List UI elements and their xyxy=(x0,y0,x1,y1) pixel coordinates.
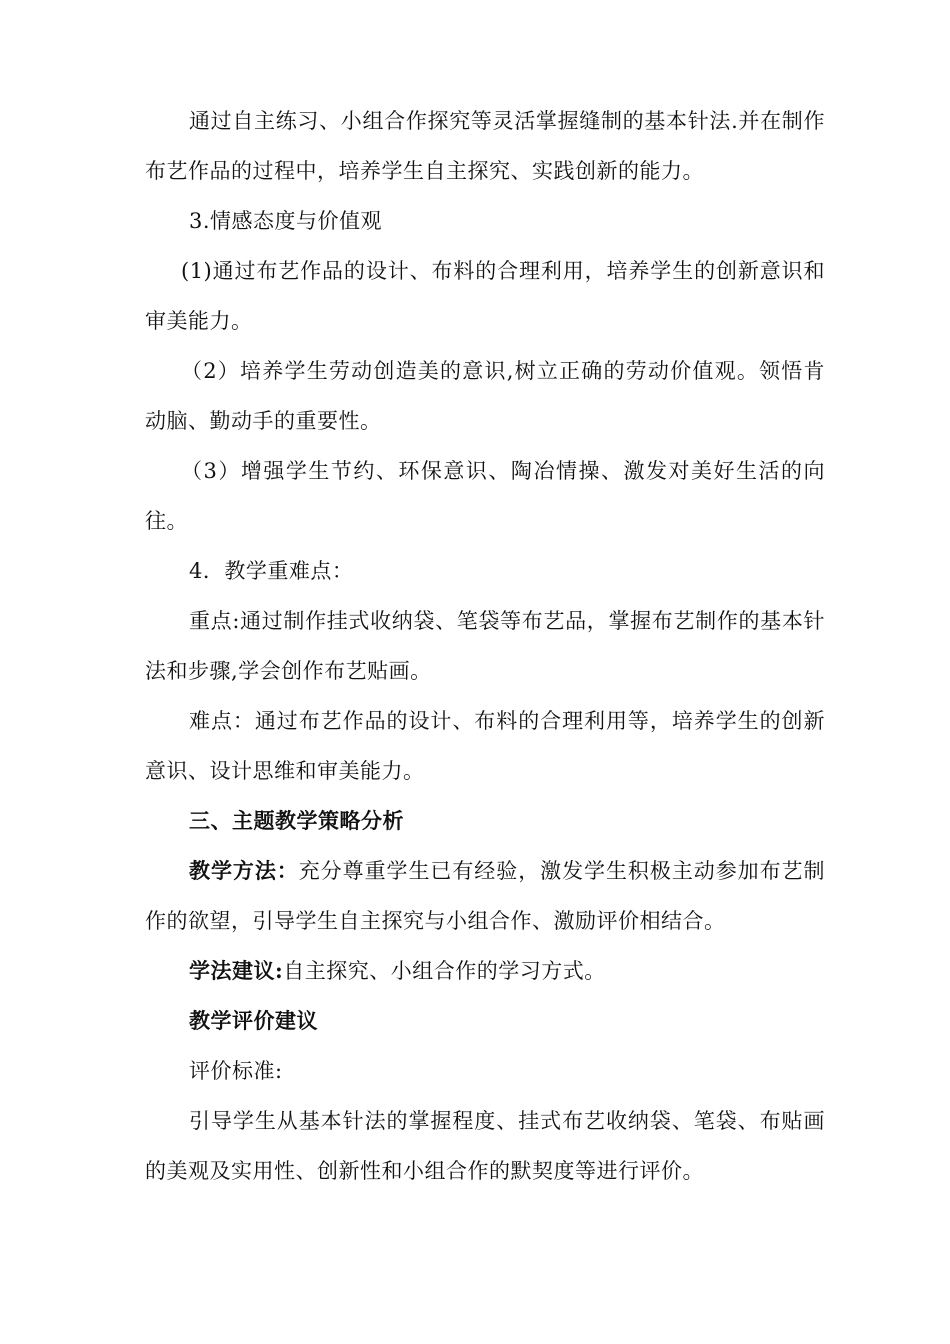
paragraph-emotion-1: (1)通过布艺作品的设计、布料的合理利用，培养学生的创新意识和审美能力。 xyxy=(145,259,825,333)
paragraph-emotion-3: （3）增强学生节约、环保意识、陶冶情操、激发对美好生活的向往。 xyxy=(145,459,825,533)
document-page xyxy=(145,96,825,1196)
paragraph-difficult-point: 难点：通过布艺作品的设计、布料的合理利用等，培养学生的创新意识、设计思维和审美能力。 xyxy=(145,709,825,783)
heading-evaluation-suggestion: 教学评价建议 xyxy=(189,1008,318,1033)
section-heading-strategy: 三、主题教学策略分析 xyxy=(189,808,404,833)
heading-key-difficult-points: 4．教学重难点： xyxy=(189,559,354,583)
paragraph-skills: 通过自主练习、小组合作探究等灵活掌握缝制的基本针法.并在制作布艺作品的过程中，培养学生自主探究、实践创新的能力。 xyxy=(145,109,825,183)
heading-emotion-values: 3.情感态度与价值观 xyxy=(189,209,383,233)
paragraph-learning-suggestion xyxy=(145,946,825,996)
paragraph-evaluation: 引导学生从基本针法的掌握程度、挂式布艺收纳袋、笔袋、布贴画的美观及实用性、创新性和小组合作的默契度等进行评价。 xyxy=(145,1109,825,1183)
paragraph-teaching-method xyxy=(145,846,825,946)
learning-suggestion-text: 自主探究、小组合作的学习方式。 xyxy=(283,959,606,983)
learning-suggestion-label: 学法建议: xyxy=(189,958,284,983)
teaching-method-label: 教学方法： xyxy=(189,858,299,883)
heading-evaluation-criteria: 评价标准: xyxy=(189,1059,283,1083)
paragraph-emotion-2: （2）培养学生劳动创造美的意识,树立正确的劳动价值观。领悟肯动脑、勤动手的重要性。 xyxy=(145,359,825,433)
paragraph-key-point: 重点:通过制作挂式收纳袋、笔袋等布艺品，掌握布艺制作的基本针法和步骤,学会创作布艺贴画。 xyxy=(145,609,825,683)
teaching-method-text: 充分尊重学生已有经验，激发学生积极主动参加布艺制作的欲望，引导学生自主探究与小组合作、激励评价相结合。 xyxy=(145,859,826,933)
